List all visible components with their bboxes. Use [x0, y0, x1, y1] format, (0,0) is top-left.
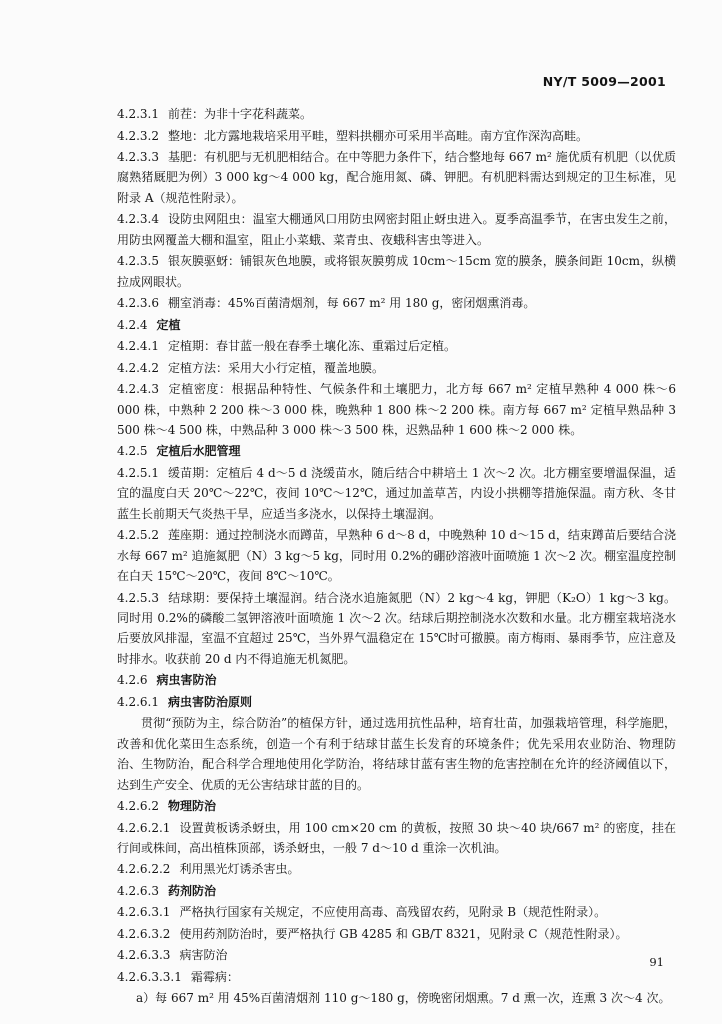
section-heading	[117, 881, 676, 901]
clause-text: 定植方法：采用大小行定植，覆盖地膜。	[167, 360, 384, 375]
clause-text: 病害防治	[179, 948, 228, 963]
clause-text: 前茬：为非十字花科蔬菜。	[167, 107, 312, 121]
section-heading	[117, 796, 676, 816]
list-item	[117, 988, 676, 1008]
clause-text: 霜霉病：	[190, 969, 239, 984]
clause-number: 4.2.6.2	[117, 799, 159, 813]
clause	[117, 902, 676, 922]
clause-text: 定植后水肥管理	[156, 444, 241, 459]
clause-number: 4.2.6.1	[117, 694, 159, 709]
clause-number: 4.2.6.3.3	[117, 948, 171, 963]
clause-text: 病虫害防治	[156, 673, 217, 688]
clause-text: 药剂防治	[167, 883, 216, 898]
clause-number: 4.2.6.3.1	[117, 905, 171, 920]
section-heading	[117, 441, 676, 461]
clause-text: 莲座期：通过控制浇水而蹲苗，早熟种 6 d～8 d，中晚熟种 10 d～15 d，结束蹲苗后要结合浇水每 667 m² 追施氮肥（N）3 kg～5 kg，同时用 0.2%的硼砂溶液叶面喷施 1 次～2 次。棚室温度控制在白天 15℃～20℃，夜间 8℃～10℃。	[117, 528, 676, 584]
clause-number: 4.2.4	[117, 317, 148, 332]
clause	[117, 818, 676, 859]
clause	[117, 358, 676, 378]
clause-text: 物理防治	[167, 799, 216, 813]
page-number: 91	[649, 955, 664, 969]
clause-text: 设防虫网阻虫：温室大棚通风口用防虫网密封阻止蚜虫进入。夏季高温季节，在害虫发生之前，用防虫网覆盖大棚和温室，阻止小菜蛾、菜青虫、夜蛾科害虫等进入。	[117, 212, 676, 247]
standard-code: NY/T 5009—2001	[542, 74, 666, 89]
section-heading	[117, 315, 676, 335]
clause-number: 4.2.4.1	[117, 339, 159, 354]
clause-number: 4.2.6.2.2	[117, 862, 171, 877]
clause-text: 定植期：春甘蓝一般在春季土壤化冻、重霜过后定植。	[167, 339, 456, 354]
clause	[117, 463, 676, 524]
clause-text: 结球期：要保持土壤湿润。结合浇水追施氮肥（N）2 kg～4 kg，钾肥（K₂O）1 kg～3 kg。同时用 0.2%的磷酸二氢钾溶液叶面喷施 1 次～2 次。结球后期控制浇水次数和水量。北方棚室栽培浇水后要放风排湿，室温不宜超过 25℃，当外界气温稳定在 15℃时可撤膜。南方梅雨、暴雨季节，应注意及时排水。收获前 20 d 内不得追施无机氮肥。	[117, 590, 676, 666]
clause	[117, 379, 676, 440]
clause	[117, 859, 676, 879]
clause	[117, 924, 676, 944]
clause-number: 4.2.3.4	[117, 212, 159, 227]
clause-text: 利用黑光灯诱杀害虫。	[179, 862, 300, 877]
clause-number: 4.2.4.2	[117, 360, 159, 375]
clause	[117, 251, 676, 292]
clause-number: 4.2.3.2	[117, 128, 159, 143]
clause-number: 4.2.3.5	[117, 254, 159, 269]
clause-text: 整地：北方露地栽培采用平畦，塑料拱棚亦可采用半高畦。南方宜作深沟高畦。	[167, 128, 588, 143]
clause-number: 4.2.6	[117, 673, 148, 688]
clause-text: 严格执行国家有关规定，不应使用高毒、高残留农药，见附录 B（规范性附录）。	[179, 905, 607, 920]
clause-text: 使用药剂防治时，要严格执行 GB 4285 和 GB/T 8321，见附录 C（规范性附录）。	[179, 926, 628, 941]
clause	[117, 525, 676, 586]
clause	[117, 945, 676, 965]
clause-number: 4.2.3.6	[117, 296, 159, 311]
clause	[117, 104, 676, 124]
clause	[117, 336, 676, 356]
clause-number: 4.2.6.3.2	[117, 926, 171, 941]
clause-text: a）每 667 m² 用 45%百菌清烟剂 110 g～180 g，傍晚密闭烟熏。7 d 熏一次，连熏 3 次～4 次。	[136, 991, 671, 1006]
clause-number: 4.2.3.1	[117, 107, 159, 121]
clause-number: 4.2.3.3	[117, 150, 159, 164]
clause-text: 定植密度：根据品种特性、气候条件和土壤肥力，北方每 667 m² 定植早熟种 4 000 株～6 000 株，中熟种 2 200 株～3 000 株，晚熟种 1 800 株～2 200 株。南方每 667 m² 定植早熟品种 3 500 株～4 500 株，中熟品种 3 000 株～3 500 株，迟熟品种 1 600 株～2 000 株。	[117, 382, 676, 437]
clause	[117, 147, 676, 208]
clause-text: 设置黄板诱杀蚜虫，用 100 cm×20 cm 的黄板，按照 30 块～40 块/667 m² 的密度，挂在行间或株间，高出植株顶部，诱杀蚜虫，一般 7 d～10 d 重涂一次机油。	[117, 820, 676, 855]
clause-text: 棚室消毒：45%百菌清烟剂，每 667 m² 用 180 g，密闭烟熏消毒。	[167, 296, 536, 311]
clause	[117, 293, 676, 313]
clause	[117, 126, 676, 146]
clause-number: 4.2.5.2	[117, 528, 159, 543]
clause	[117, 588, 676, 670]
section-heading	[117, 692, 676, 712]
clause-number: 4.2.4.3	[117, 382, 159, 397]
clause-text: 缓苗期：定植后 4 d～5 d 浇缓苗水，随后结合中耕培土 1 次～2 次。北方棚室要增温保温，适宜的温度白天 20℃～22℃，夜间 10℃～12℃，通过加盖草苫，内设小拱棚等措施保温。南方秋、冬甘蓝生长前期天气炎热干旱，应适当多浇水，以保持土壤湿润。	[117, 465, 676, 521]
body-paragraph	[117, 713, 676, 795]
clause-text: 银灰膜驱蚜：铺银灰色地膜，或将银灰膜剪成 10cm～15cm 宽的膜条，膜条间距 10cm，纵横拉成网眼状。	[117, 254, 676, 289]
clause-text: 贯彻“预防为主，综合防治”的植保方针，通过选用抗性品种，培育壮苗，加强栽培管理，科学施肥，改善和优化菜田生态系统，创造一个有利于结球甘蓝生长发育的环境条件；优先采用农业防治、物理防治、生物防治，配合科学合理地使用化学防治，将结球甘蓝有害生物的危害控制在允许的经济阈值以下，达到生产安全、优质的无公害结球甘蓝的目的。	[117, 716, 676, 792]
clause-number: 4.2.6.3	[117, 883, 159, 898]
clause-text: 定植	[156, 317, 181, 332]
clause-number: 4.2.5.3	[117, 590, 159, 605]
section-heading	[117, 670, 676, 690]
clause	[117, 209, 676, 250]
clause-number: 4.2.6.2.1	[117, 820, 171, 835]
clause	[117, 967, 676, 987]
clause-number: 4.2.5	[117, 444, 148, 459]
document-body	[117, 104, 676, 1010]
clause-text: 病虫害防治原则	[167, 694, 252, 709]
clause-number: 4.2.6.3.3.1	[117, 969, 182, 984]
clause-text: 基肥：有机肥与无机肥相结合。在中等肥力条件下，结合整地每 667 m² 施优质有机肥（以优质腐熟猪厩肥为例）3 000 kg～4 000 kg，配合施用氮、磷、钾肥。有机肥料需达到规定的卫生标准，见附录 A（规范性附录）。	[117, 150, 676, 205]
clause-number: 4.2.5.1	[117, 465, 159, 480]
